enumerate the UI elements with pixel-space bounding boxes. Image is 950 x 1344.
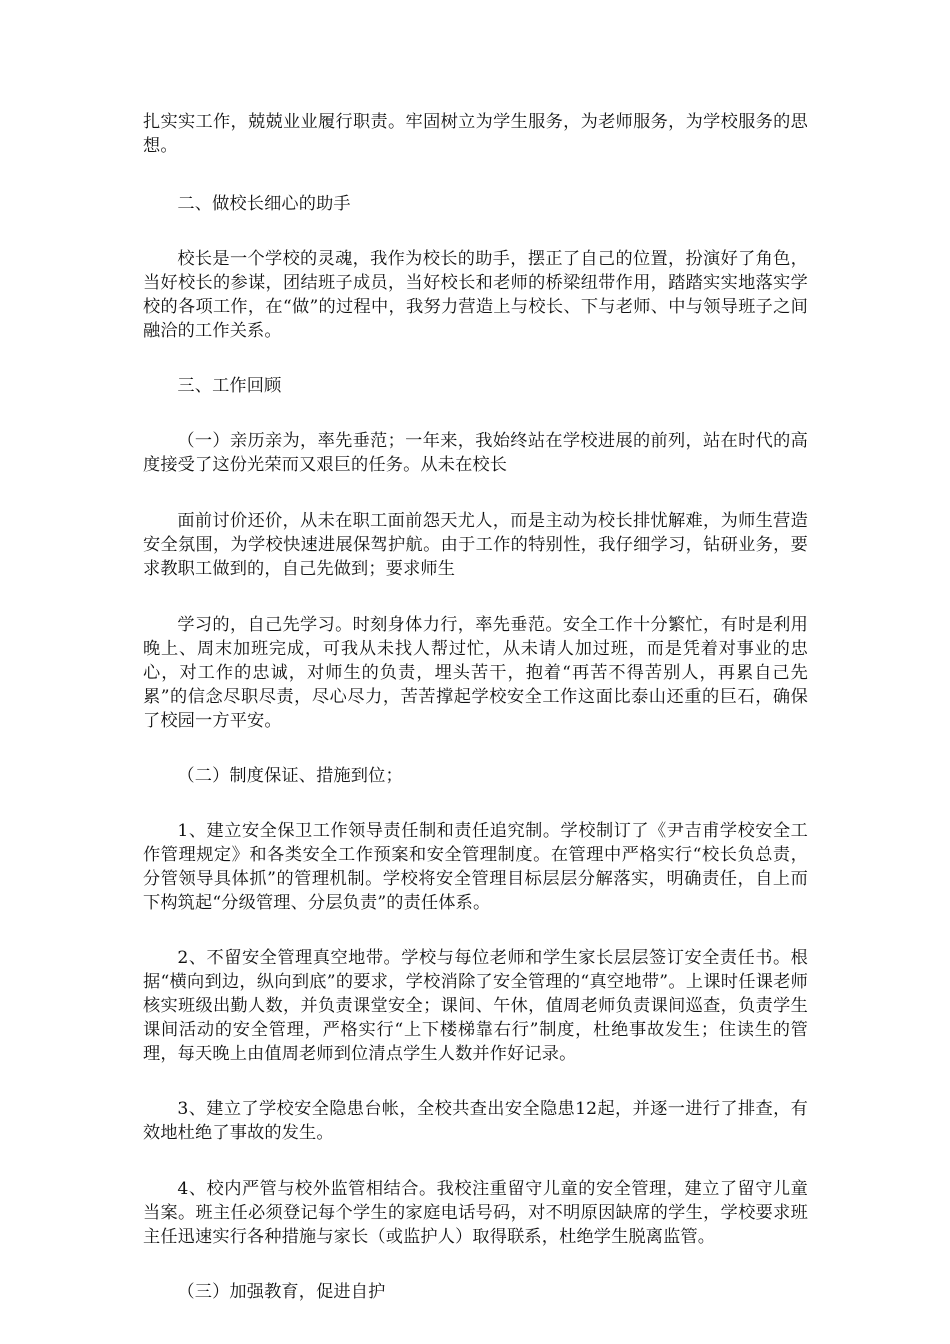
paragraph-self-study: 学习的，自己先学习。时刻身体力行，率先垂范。安全工作十分繁忙，有时是利用晚上、周末加班完成，可我从未找人帮过忙，从未请人加过班，而是凭着对事业的忠心，对工作的忠诚，对师生的负责，埋头苦干，抱着“再苦不得苦别人，再累自己先累”的信念尽职尽责，尽心尽力，苦苦撑起学校安全工作这面比泰山还重的巨石，确保了校园一方平安。 — [143, 615, 808, 731]
section-heading-education: （三）加强教育，促进自护 — [177, 1282, 386, 1302]
paragraph-assistant-role: 校长是一个学校的灵魂，我作为校长的助手，摆正了自己的位置，扮演好了角色，当好校长的参谋，团结班子成员，当好校长和老师的桥梁纽带作用，踏踏实实地落实学校的各项工作，在“做”的过程中，我努力营造上与校长、下与老师、中与领导班子之间融洽的工作关系。 — [143, 249, 808, 341]
section-heading-review: 三、工作回顾 — [177, 376, 282, 396]
section-heading-system: （二）制度保证、措施到位； — [177, 766, 403, 786]
paragraph-lead-by-example: （一）亲历亲为，率先垂范；一年来，我始终站在学校进展的前列，站在时代的高度接受了这份光荣而又艰巨的任务。从未在校长 — [143, 431, 808, 475]
document-page — [143, 110, 808, 1304]
paragraph-continuation: 扎实实工作，兢兢业业履行职责。牢固树立为学生服务，为老师服务，为学校服务的思想。 — [143, 112, 808, 156]
paragraph-left-behind-children: 4、校内严管与校外监管相结合。我校注重留守儿童的安全管理，建立了留守儿童当案。班主任必须登记每个学生的家庭电话号码，对不明原因缺席的学生，学校要求班主任迅速实行各种措施与家长（或监护人）取得联系，杜绝学生脱离监管。 — [143, 1179, 808, 1247]
paragraph-no-vacuum: 2、不留安全管理真空地带。学校与每位老师和学生家长层层签订安全责任书。根据“横向到边，纵向到底”的要求，学校消除了安全管理的“真空地带”。上课时任课老师核实班级出勤人数，并负责课堂安全；课间、午休，值周老师负责课间巡查，负责学生课间活动的安全管理，严格实行“上下楼梯靠右行”制度，杜绝事故发生；住读生的管理，每天晚上由值周老师到位清点学生人数并作好记录。 — [143, 948, 808, 1064]
paragraph-no-complaints: 面前讨价还价，从未在职工面前怨天尤人，而是主动为校长排忧解难，为师生营造安全氛围，为学校快速进展保驾护航。由于工作的特别性，我仔细学习，钻研业务，要求教职工做到的，自己先做到；要求师生 — [143, 511, 808, 579]
paragraph-hazard-ledger: 3、建立了学校安全隐患台帐，全校共查出安全隐患12起，并逐一进行了排查，有效地杜绝了事故的发生。 — [143, 1099, 808, 1143]
section-heading-assistant: 二、做校长细心的助手 — [177, 194, 351, 214]
paragraph-responsibility-system: 1、建立安全保卫工作领导责任制和责任追究制。学校制订了《尹吉甫学校安全工作管理规定》和各类安全工作预案和安全管理制度。在管理中严格实行“校长负总责，分管领导具体抓”的管理机制。学校将安全管理目标层层分解落实，明确责任，自上而下构筑起“分级管理、分层负责”的责任体系。 — [143, 821, 808, 913]
